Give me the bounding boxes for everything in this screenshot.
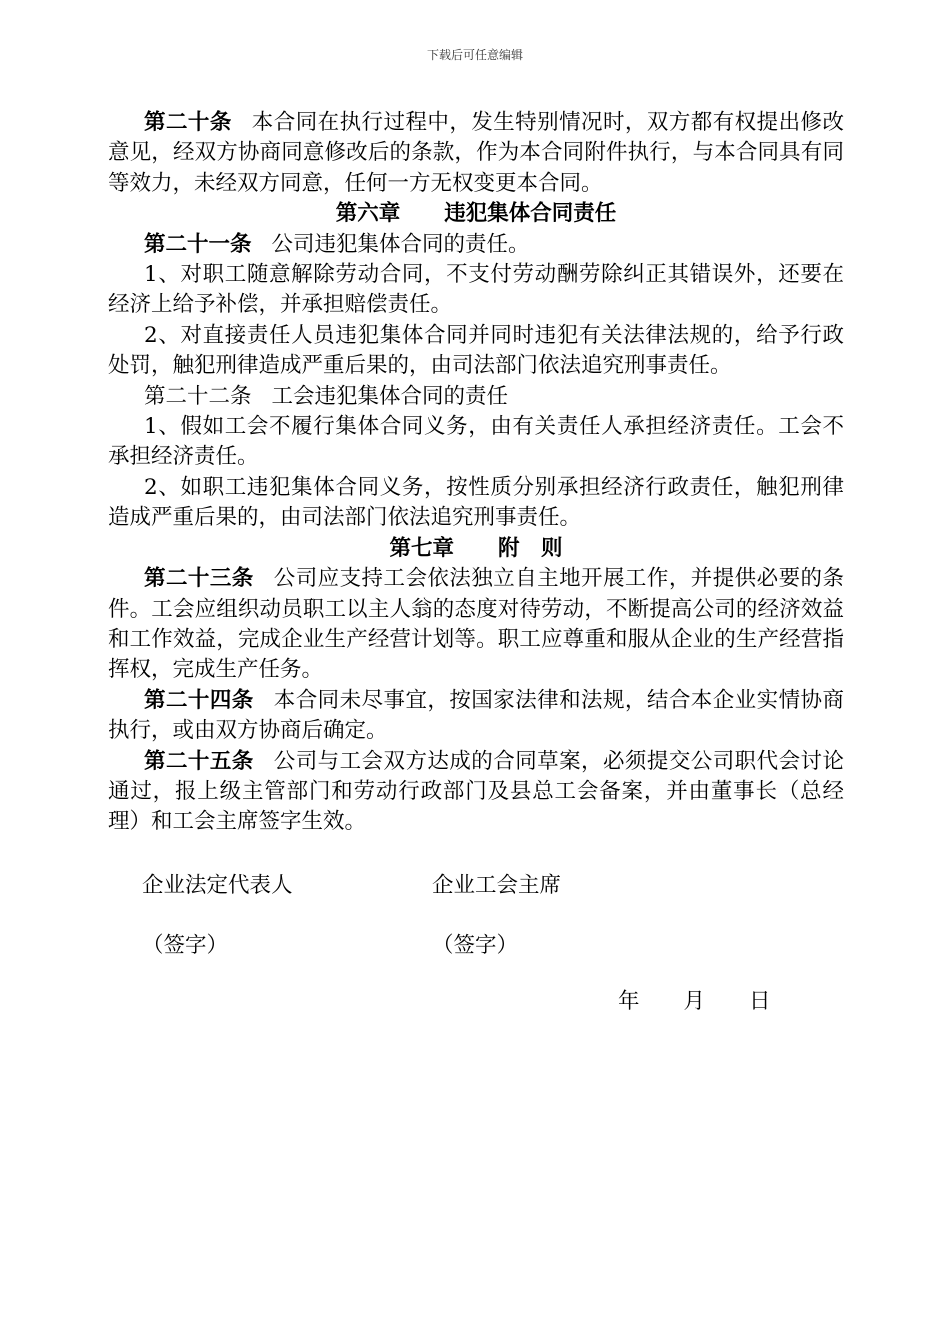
union-chair-label: 企业工会主席 — [432, 873, 562, 898]
chapter-6-number: 第六章 — [335, 201, 401, 227]
chapter-7-title: 附 则 — [498, 535, 563, 561]
article-22 — [108, 382, 844, 412]
article-23 — [108, 564, 844, 686]
article-23-lead: 第二十三条 — [144, 566, 254, 592]
article-22-text: 工会违犯集体合同的责任 — [271, 383, 509, 409]
article-25-lead: 第二十五条 — [144, 748, 254, 774]
article-21-item-2: 2、对直接责任人员违犯集体合同并同时违犯有关法律法规的，给予行政处罚，触犯刑律造成严重后果的，由司法部门依法追究刑事责任。 — [108, 322, 844, 379]
article-21-lead: 第二十一条 — [144, 231, 252, 257]
chapter-6-heading — [108, 199, 844, 229]
article-24 — [108, 686, 844, 747]
page-header: 下载后可任意编辑 — [426, 48, 523, 62]
article-24-lead: 第二十四条 — [144, 687, 254, 713]
article-24-text: 本合同未尽事宜，按国家法律和法规，结合本企业实情协商执行，或由双方协商后确定。 — [108, 687, 844, 744]
article-20-text: 本合同在执行过程中，发生特别情况时，双方都有权提出修改意见，经双方协商同意修改后的条款，作为本合同附件执行，与本合同具有同等效力，未经双方同意，任何一方无权变更本合同。 — [108, 110, 844, 196]
chapter-6-title: 违犯集体合同责任 — [444, 201, 617, 227]
article-21 — [108, 230, 844, 260]
date-year: 年 — [618, 989, 640, 1014]
article-22-item-2: 2、如职工违犯集体合同义务，按性质分别承担经济行政责任，触犯刑律造成严重后果的，由司法部门依法追究刑事责任。 — [108, 474, 844, 531]
article-25-text: 公司与工会双方达成的合同草案，必须提交公司职代会讨论通过，报上级主管部门和劳动行政部门及县总工会备案，并由董事长（总经理）和工会主席签字生效。 — [108, 748, 844, 835]
signature-right: （签字） — [432, 933, 519, 958]
article-22-lead: 第二十二条 — [144, 383, 252, 409]
article-23-text: 公司应支持工会依法独立自主地开展工作，并提供必要的条件。工会应组织动员职工以主人翁的态度对待劳动，不断提高公司的经济效益和工作效益，完成企业生产经营计划等。职工应尊重和服从企业的生产经营指挥权，完成生产任务。 — [108, 566, 844, 683]
article-25 — [108, 747, 844, 838]
article-20-lead: 第二十条 — [144, 110, 232, 135]
date-day: 日 — [749, 989, 771, 1014]
chapter-7-number: 第七章 — [389, 535, 454, 561]
signature-left: （签字） — [142, 933, 229, 958]
article-21-text: 公司违犯集体合同的责任。 — [271, 231, 530, 257]
article-21-item-1: 1、对职工随意解除劳动合同，不支付劳动酬劳除纠正其错误外，还要在经济上给予补偿，并承担赔偿责任。 — [108, 262, 844, 318]
legal-representative-label: 企业法定代表人 — [142, 873, 293, 898]
article-20 — [108, 108, 844, 199]
article-22-item-1: 1、假如工会不履行集体合同义务，由有关责任人承担经济责任。工会不承担经济责任。 — [108, 414, 844, 470]
date-line — [618, 984, 771, 1015]
document-body — [108, 108, 844, 838]
chapter-7-heading — [108, 534, 844, 564]
date-month: 月 — [683, 989, 706, 1014]
